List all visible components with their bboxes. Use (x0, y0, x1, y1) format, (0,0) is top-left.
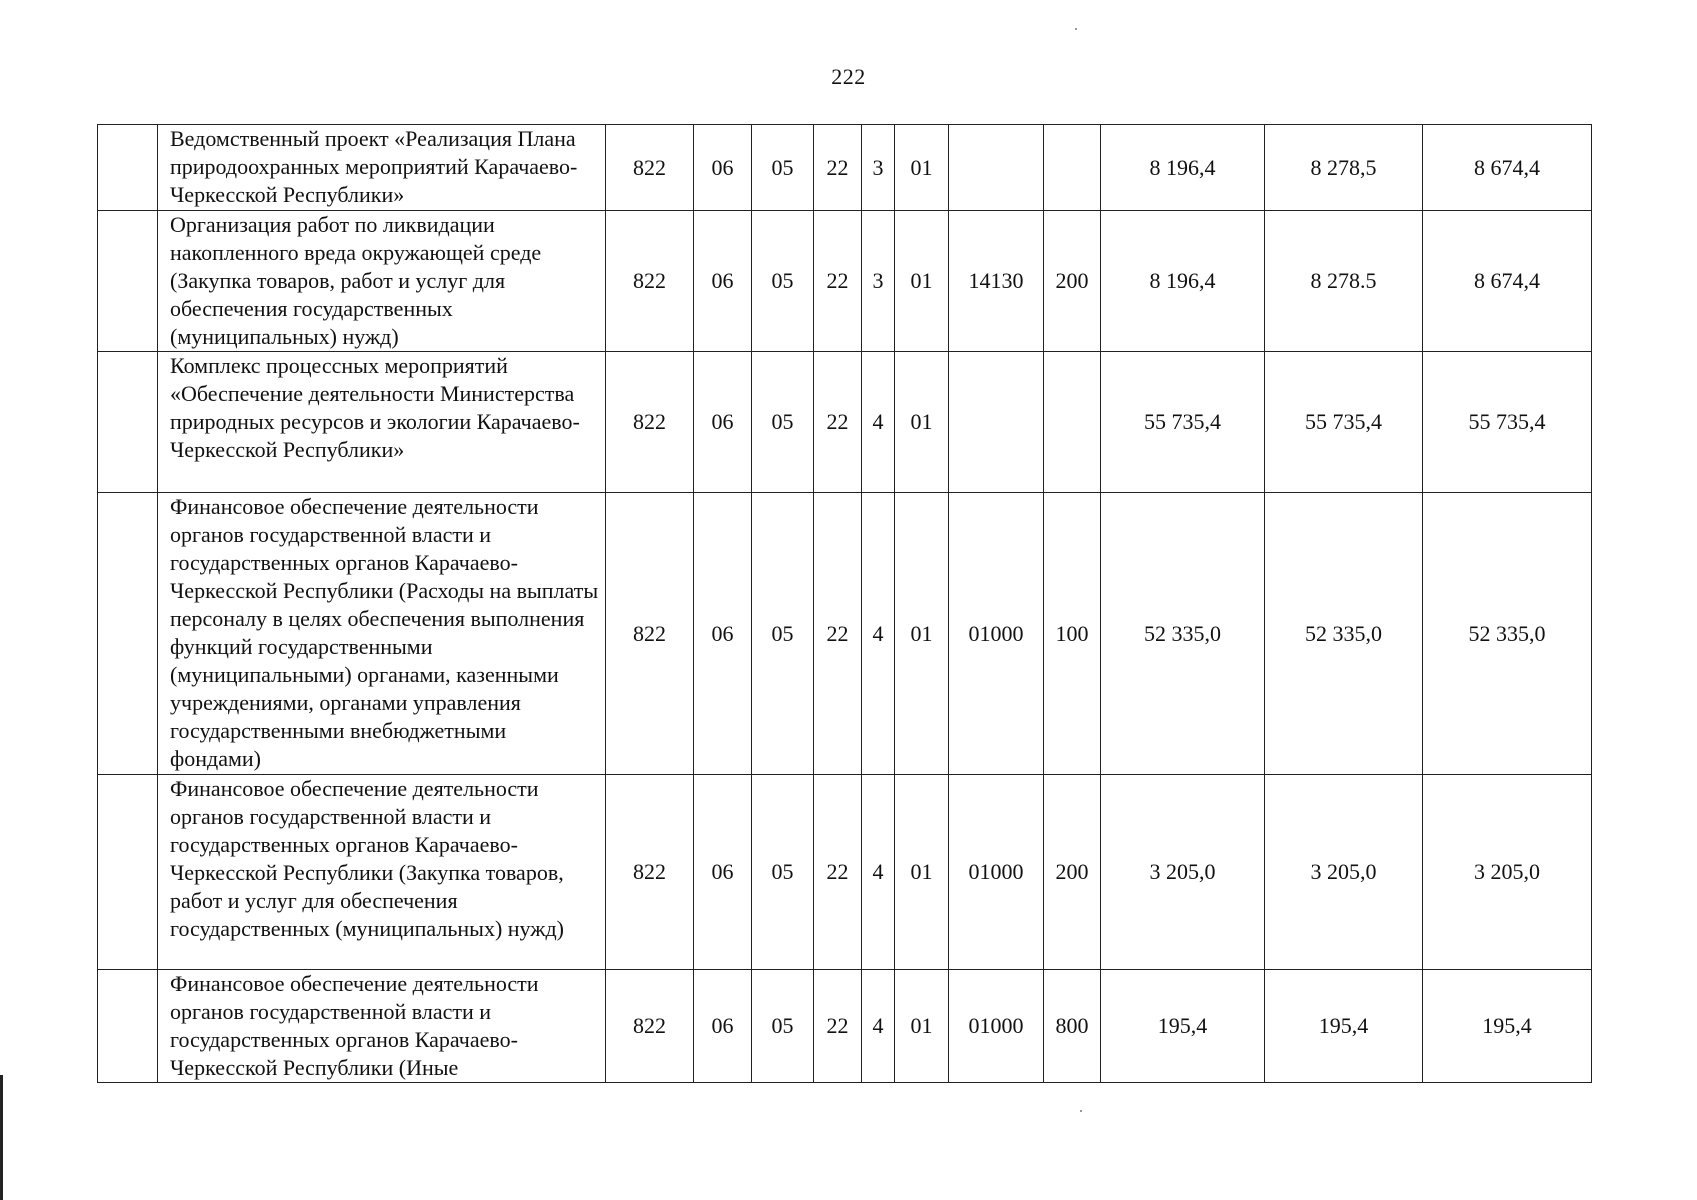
subsection-code-cell: 05 (752, 352, 814, 493)
table-body (98, 125, 1592, 1083)
row-number-cell (98, 775, 158, 970)
row-number-cell (98, 125, 158, 211)
subsection-code-cell: 05 (752, 970, 814, 1083)
scan-dust (1075, 28, 1077, 30)
expense-type-code-cell (1044, 125, 1101, 211)
section-code-cell: 06 (694, 493, 752, 775)
item-name-cell: Финансовое обеспечение деятельности органов государственной власти и государственных органов Карачаево-Черкесской Республики (Закупка товаров, работ и услуг для обеспечения государственных (муниципальных) нужд) (158, 775, 606, 970)
expense-type-code-cell: 800 (1044, 970, 1101, 1083)
event-code-cell: 01 (895, 211, 949, 352)
subprogram-code-cell: 3 (862, 125, 895, 211)
table-row (98, 125, 1592, 211)
amount-year-2-cell: 195,4 (1265, 970, 1423, 1083)
amount-year-3-cell: 52 335,0 (1423, 493, 1592, 775)
event-code-cell: 01 (895, 775, 949, 970)
section-code-cell: 06 (694, 970, 752, 1083)
program-code-cell: 22 (814, 775, 862, 970)
table-row (98, 493, 1592, 775)
subprogram-code-cell: 4 (862, 352, 895, 493)
item-name-cell: Организация работ по ликвидации накопленного вреда окружающей среде (Закупка товаров, работ и услуг для обеспечения государственных (муниципальных) нужд) (158, 211, 606, 352)
section-code-cell: 06 (694, 211, 752, 352)
direction-code-cell: 01000 (949, 493, 1044, 775)
event-code-cell: 01 (895, 125, 949, 211)
table-row (98, 970, 1592, 1083)
amount-year-3-cell: 3 205,0 (1423, 775, 1592, 970)
expense-type-code-cell: 200 (1044, 211, 1101, 352)
budget-table (97, 124, 1592, 1083)
item-name-cell: Финансовое обеспечение деятельности органов государственной власти и государственных органов Карачаево-Черкесской Республики (Иные (158, 970, 606, 1083)
item-name-cell: Комплекс процессных мероприятий «Обеспечение деятельности Министерства природных ресурсов и экологии Карачаево-Черкесской Республики» (158, 352, 606, 493)
section-code-cell: 06 (694, 125, 752, 211)
amount-year-3-cell: 8 674,4 (1423, 211, 1592, 352)
subsection-code-cell: 05 (752, 211, 814, 352)
program-code-cell: 22 (814, 970, 862, 1083)
event-code-cell: 01 (895, 493, 949, 775)
subsection-code-cell: 05 (752, 775, 814, 970)
ministry-code-cell: 822 (606, 125, 694, 211)
direction-code-cell: 01000 (949, 775, 1044, 970)
scan-dust (1080, 1110, 1082, 1112)
direction-code-cell: 01000 (949, 970, 1044, 1083)
subsection-code-cell: 05 (752, 125, 814, 211)
ministry-code-cell: 822 (606, 775, 694, 970)
direction-code-cell (949, 352, 1044, 493)
amount-year-2-cell: 3 205,0 (1265, 775, 1423, 970)
amount-year-1-cell: 55 735,4 (1101, 352, 1265, 493)
section-code-cell: 06 (694, 352, 752, 493)
amount-year-1-cell: 52 335,0 (1101, 493, 1265, 775)
direction-code-cell: 14130 (949, 211, 1044, 352)
subprogram-code-cell: 4 (862, 493, 895, 775)
item-name-cell: Ведомственный проект «Реализация Плана природоохранных мероприятий Карачаево-Черкесской Республики» (158, 125, 606, 211)
subsection-code-cell: 05 (752, 493, 814, 775)
amount-year-2-cell: 8 278,5 (1265, 125, 1423, 211)
amount-year-2-cell: 55 735,4 (1265, 352, 1423, 493)
row-number-cell (98, 493, 158, 775)
amount-year-1-cell: 3 205,0 (1101, 775, 1265, 970)
program-code-cell: 22 (814, 352, 862, 493)
program-code-cell: 22 (814, 493, 862, 775)
ministry-code-cell: 822 (606, 970, 694, 1083)
section-code-cell: 06 (694, 775, 752, 970)
ministry-code-cell: 822 (606, 211, 694, 352)
table-row (98, 352, 1592, 493)
row-number-cell (98, 970, 158, 1083)
subprogram-code-cell: 4 (862, 970, 895, 1083)
expense-type-code-cell: 100 (1044, 493, 1101, 775)
expense-type-code-cell (1044, 352, 1101, 493)
subprogram-code-cell: 4 (862, 775, 895, 970)
table-row (98, 211, 1592, 352)
page-number: 222 (831, 64, 866, 89)
amount-year-1-cell: 8 196,4 (1101, 125, 1265, 211)
ministry-code-cell: 822 (606, 352, 694, 493)
scan-edge-mark (0, 1075, 3, 1200)
event-code-cell: 01 (895, 352, 949, 493)
row-number-cell (98, 352, 158, 493)
table-row (98, 775, 1592, 970)
expense-type-code-cell: 200 (1044, 775, 1101, 970)
amount-year-2-cell: 52 335,0 (1265, 493, 1423, 775)
amount-year-1-cell: 195,4 (1101, 970, 1265, 1083)
amount-year-2-cell: 8 278.5 (1265, 211, 1423, 352)
item-name-cell: Финансовое обеспечение деятельности органов государственной власти и государственных органов Карачаево-Черкесской Республики (Расходы на выплаты персоналу в целях обеспечения выполнения функций государственными (муниципальными) органами, казенными учреждениями, органами управления государственными внебюджетными фондами) (158, 493, 606, 775)
amount-year-1-cell: 8 196,4 (1101, 211, 1265, 352)
amount-year-3-cell: 8 674,4 (1423, 125, 1592, 211)
event-code-cell: 01 (895, 970, 949, 1083)
direction-code-cell (949, 125, 1044, 211)
program-code-cell: 22 (814, 125, 862, 211)
program-code-cell: 22 (814, 211, 862, 352)
ministry-code-cell: 822 (606, 493, 694, 775)
amount-year-3-cell: 195,4 (1423, 970, 1592, 1083)
subprogram-code-cell: 3 (862, 211, 895, 352)
amount-year-3-cell: 55 735,4 (1423, 352, 1592, 493)
row-number-cell (98, 211, 158, 352)
